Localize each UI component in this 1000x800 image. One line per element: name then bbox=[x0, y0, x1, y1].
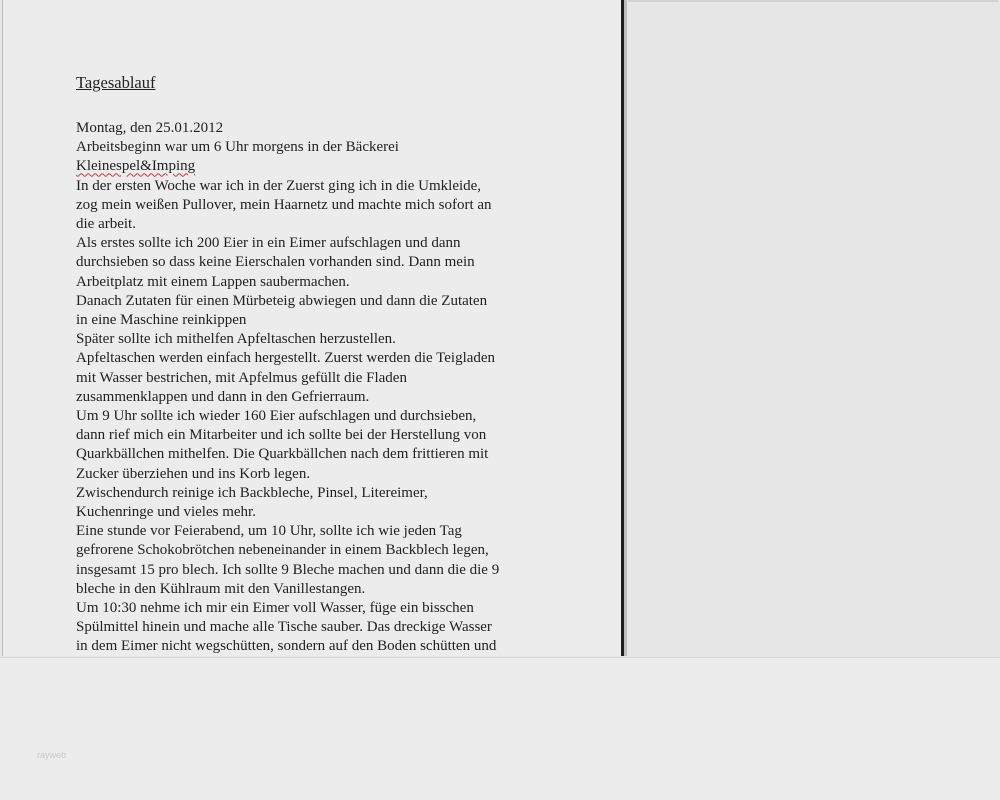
text-line: Später sollte ich mithelfen Apfeltaschen herzustellen. bbox=[76, 331, 396, 348]
text-line: Zwischendurch reinige ich Backbleche, Pinsel, Litereimer, bbox=[76, 484, 428, 501]
text-line: mit Wasser bestrichen, mit Apfelmus gefüllt die Fladen bbox=[76, 369, 407, 386]
lower-workspace-area bbox=[0, 657, 1000, 800]
text-line: Quarkbällchen mithelfen. Die Quarkbällchen nach dem frittieren mit bbox=[76, 446, 489, 463]
page-edge-shadow-light bbox=[624, 0, 627, 656]
watermark: rayweb bbox=[37, 750, 67, 760]
text-line: gefrorene Schokobrötchen nebeneinander in einem Backblech legen, bbox=[76, 542, 489, 559]
text-line: zusammenklappen und dann in den Gefrierraum. bbox=[76, 388, 370, 405]
text-line: dann rief mich ein Mitarbeiter und ich sollte bei der Herstellung von bbox=[76, 427, 487, 444]
text-line: Um 9 Uhr sollte ich wieder 160 Eier aufschlagen und durchsieben, bbox=[76, 408, 477, 425]
text-line: Apfeltaschen werden einfach hergestellt. Zuerst werden die Teigladen bbox=[76, 350, 496, 367]
text-line: zog mein weißen Pullover, mein Haarnetz und machte mich sofort an bbox=[76, 196, 492, 213]
text-line: Kuchenringe und vieles mehr. bbox=[76, 504, 256, 521]
text-line: in eine Maschine reinkippen bbox=[76, 312, 247, 329]
text-line: Zucker überziehen und ins Korb legen. bbox=[76, 465, 311, 482]
text-line: bleche in den Kühlraum mit den Vanillestangen. bbox=[76, 580, 366, 597]
text-line-spellchecked: Kleinespel&Imping bbox=[76, 158, 196, 175]
document-body bbox=[76, 73, 616, 656]
document-title: Tagesablauf bbox=[76, 73, 156, 92]
text-line: durchsieben so dass keine Eierschalen vorhanden sind. Dann mein bbox=[76, 254, 475, 271]
text-line: Um 10:30 nehme ich mir ein Eimer voll Wasser, füge ein bisschen bbox=[76, 600, 474, 617]
text-line: Arbeitplatz mit einem Lappen saubermachen. bbox=[76, 273, 350, 290]
document-page bbox=[2, 0, 622, 656]
text-line: die arbeit. bbox=[76, 216, 136, 233]
text-line: Als erstes sollte ich 200 Eier in ein Eimer aufschlagen und dann bbox=[76, 235, 461, 252]
text-line: Eine stunde vor Feierabend, um 10 Uhr, sollte ich wie jeden Tag bbox=[76, 523, 462, 540]
top-edge-line bbox=[628, 0, 998, 2]
text-line: In der ersten Woche war ich in der Zuerst ging ich in die Umkleide, bbox=[76, 177, 482, 194]
text-line: Montag, den 25.01.2012 bbox=[76, 120, 224, 136]
text-line: Spülmittel hinein und mache alle Tische sauber. Das dreckige Wasser bbox=[76, 619, 492, 636]
text-line: Arbeitsbeginn war um 6 Uhr morgens in der Bäckerei bbox=[76, 139, 399, 156]
text-line: insgesamt 15 pro blech. Ich sollte 9 Bleche machen und dann die die 9 bbox=[76, 561, 500, 578]
text-line: in dem Eimer nicht wegschütten, sondern auf den Boden schütten und bbox=[76, 638, 497, 655]
text-line: Danach Zutaten für einen Mürbeteig abwiegen und dann die Zutaten bbox=[76, 292, 488, 309]
